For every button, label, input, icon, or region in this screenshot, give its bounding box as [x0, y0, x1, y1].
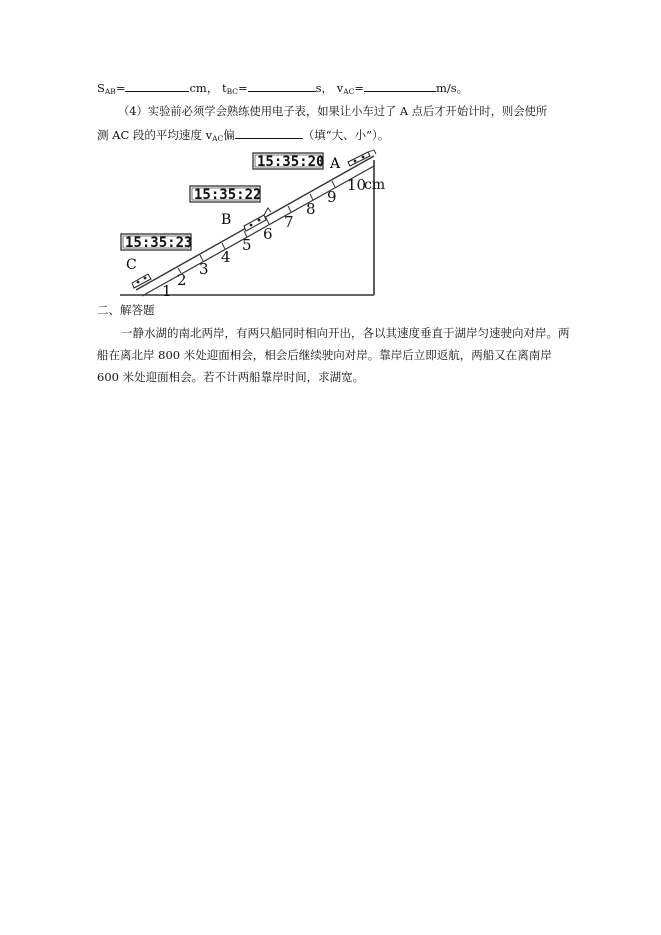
section-heading: 二、解答题 — [97, 303, 155, 317]
clock-a — [253, 153, 324, 170]
scale-2: 2 — [177, 271, 187, 289]
scale-3: 3 — [199, 260, 209, 278]
s-ab-blank[interactable] — [125, 80, 189, 92]
clock-b — [190, 186, 261, 203]
v-ac-label: $v_{AC}=$ — [336, 81, 364, 96]
answer-line-sab-tbc-vac — [97, 80, 468, 100]
s-ab-unit: cm， — [189, 81, 219, 95]
question-4-line-2: 测 AC 段的平均速度 $v_{AC}$偏 （填“大、小”）。 — [97, 128, 390, 143]
scale-4: 4 — [221, 248, 231, 266]
scale-10: 10 — [347, 176, 367, 194]
question-4-blank[interactable] — [235, 127, 303, 139]
scale-5: 5 — [242, 236, 252, 254]
problem-text: 一静水湖的南北两岸，有两只船同时相向开出，各以其速度垂直于湖岸匀速驶向对岸。两船在离北岸 800 米处迎面相会，相会后继续驶向对岸。靠岸后立即返航，两船又在离南岸 600 米处迎面相会。若不计两船靠岸时间，求湖宽。 — [97, 326, 570, 384]
scale-unit: cm — [364, 177, 386, 193]
svg-text:15:35:23: 15:35:23 — [125, 235, 193, 251]
svg-text:15:35:20: 15:35:20 — [257, 154, 325, 170]
t-bc-blank[interactable] — [248, 80, 316, 92]
label-c: C — [126, 257, 137, 273]
s-ab-label: $S_{AB}=$ — [97, 81, 126, 96]
svg-text:15:35:22: 15:35:22 — [194, 187, 262, 203]
scale-9: 9 — [327, 188, 337, 206]
clock-c — [121, 234, 192, 251]
label-b: B — [221, 212, 232, 228]
scale-1: 1 — [162, 282, 172, 300]
scale-6: 6 — [263, 225, 273, 243]
scale-8: 8 — [306, 200, 316, 218]
incline-experiment-figure — [118, 150, 386, 300]
v-ac-unit: m/s。 — [436, 81, 469, 95]
t-bc-unit: s， — [315, 81, 334, 95]
scale-7: 7 — [284, 213, 294, 231]
v-ac-blank[interactable] — [364, 80, 436, 92]
label-a: A — [330, 156, 341, 172]
question-4-line-1: （4）实验前必须学会熟练使用电子表，如果让小车过了 A 点后才开始计时，则会使所 — [118, 105, 548, 118]
t-bc-label: $t_{BC}=$ — [221, 81, 248, 96]
cart-c-icon — [132, 274, 151, 288]
